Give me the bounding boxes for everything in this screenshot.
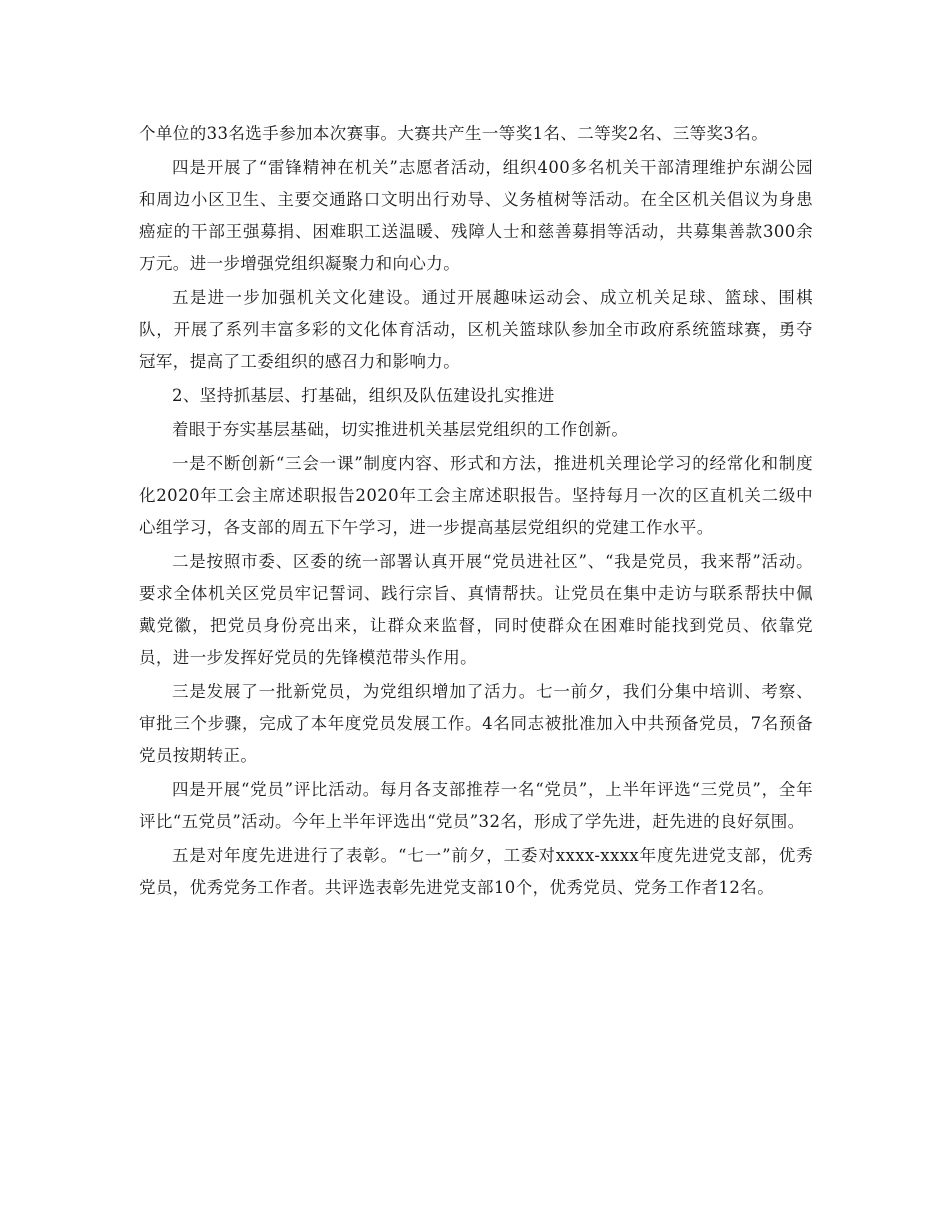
document-page [139,118,813,906]
paragraph-community-activity: 二是按照市委、区委的统一部署认真开展“党员进社区”、“我是党员，我来帮”活动。要求全体机关区党员牢记誓词、践行宗旨、真情帮扶。让党员在集中走访与联系帮扶中佩戴党徽，把党员身份亮出来，让群众来监督，同时使群众在困难时能找到党员、依靠党员，进一步发挥好党员的先锋模范带头作用。 [139,552,813,667]
paragraph-commendation: 五是对年度先进进行了表彰。“七一”前夕，工委对xxxx-xxxx年度先进党支部，优秀党员，优秀党务工作者。共评选表彰先进党支部10个，优秀党员、党务工作者12名。 [139,846,813,897]
section-heading-grassroots: 2、坚持抓基层、打基础，组织及队伍建设扎实推进 [172,386,555,405]
paragraph-volunteer-activity: 四是开展了“雷锋精神在机关”志愿者活动，组织400多名机关干部清理维护东湖公园和周边小区卫生、主要交通路口文明出行劝导、义务植树等活动。在全区机关倡议为身患癌症的干部王强募捐、困难职工送温暖、残障人士和慈善募捐等活动，共募集善款300余万元。进一步增强党组织凝聚力和向心力。 [139,158,813,273]
paragraph-culture-building: 五是进一步加强机关文化建设。通过开展趣味运动会、成立机关足球、篮球、围棋队，开展了系列丰富多彩的文化体育活动，区机关篮球队参加全市政府系统篮球赛，勇夺冠军，提高了工委组织的感召力和影响力。 [139,288,813,371]
paragraph-grassroots-intro: 着眼于夯实基层基础，切实推进机关基层党组织的工作创新。 [172,420,629,439]
paragraph-new-members: 三是发展了一批新党员，为党组织增加了活力。七一前夕，我们分集中培训、考察、审批三个步骤，完成了本年度党员发展工作。4名同志被批准加入中共预备党员，7名预备党员按期转正。 [139,682,813,765]
paragraph-three-meetings: 一是不断创新“三会一课”制度内容、形式和方法，推进机关理论学习的经常化和制度化2020年工会主席述职报告2020年工会主席述职报告。坚持每月一次的区直机关二级中心组学习，各支部的周五下午学习，进一步提高基层党组织的党建工作水平。 [139,454,813,537]
paragraph-member-evaluation: 四是开展“党员”评比活动。每月各支部推荐一名“党员”，上半年评选“三党员”，全年评比“五党员”活动。今年上半年评选出“党员”32名，形成了学先进，赶先进的良好氛围。 [139,780,813,831]
paragraph-continuation: 个单位的33名选手参加本次赛事。大赛共产生一等奖1名、二等奖2名、三等奖3名。 [139,124,769,143]
